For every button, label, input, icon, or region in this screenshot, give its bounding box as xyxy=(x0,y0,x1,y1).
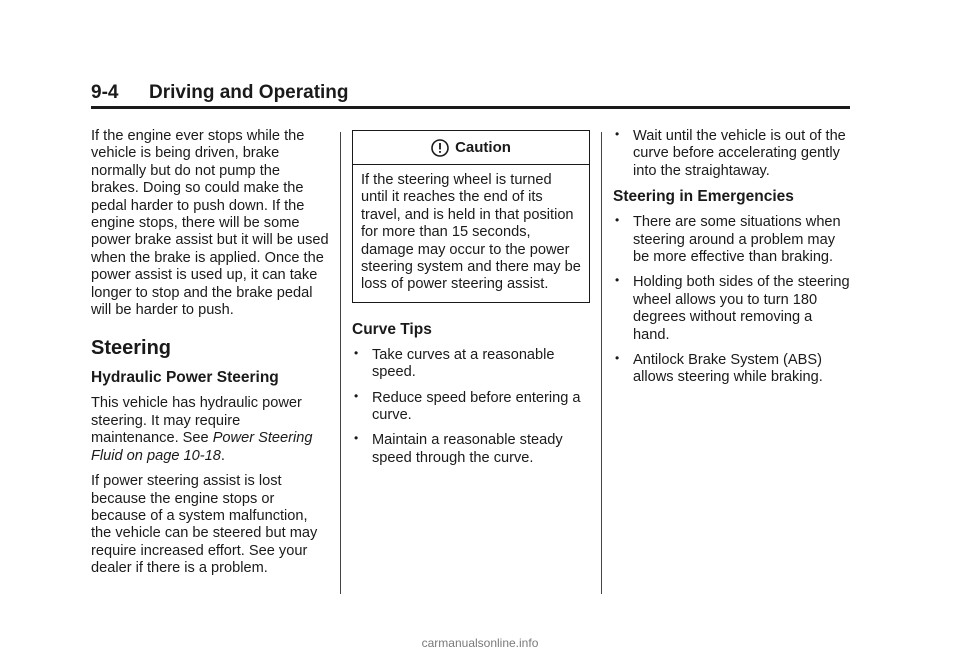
list-item: • Reduce speed before entering a curve. xyxy=(354,388,581,424)
list-item: • Holding both sides of the steering wheel allows you to turn 180 degrees without removing a hand. xyxy=(615,273,850,343)
curve-tips-list xyxy=(352,347,590,467)
bullet-icon: • xyxy=(354,431,359,446)
emergencies-list xyxy=(613,214,851,387)
hydraulic-subheading: Hydraulic Power Steering xyxy=(91,369,279,387)
caution-text: If the steering wheel is turned until it reaches the end of its travel, and is held in that position for more than 15 seconds, damage may occur to the power steering system and there may be loss of power steering assist. xyxy=(361,172,581,293)
bullet-icon: • xyxy=(615,127,620,141)
bullet-icon: • xyxy=(615,213,620,228)
caution-title: Caution xyxy=(455,138,511,156)
section-title: Driving and Operating xyxy=(149,82,349,103)
list-item: • Take curves at a reasonable speed. xyxy=(354,345,555,381)
steering-heading: Steering xyxy=(91,337,172,360)
bullet-icon: • xyxy=(354,345,359,360)
column-1 xyxy=(91,128,329,586)
page-header xyxy=(91,80,850,109)
column-divider xyxy=(340,132,341,594)
bullet-icon: • xyxy=(354,388,359,403)
warning-icon xyxy=(431,139,449,157)
column-3 xyxy=(613,128,851,395)
cross-reference-link[interactable]: Power Steering Fluid on page 10-18 xyxy=(91,430,313,464)
caution-header xyxy=(353,131,589,165)
column-divider xyxy=(601,132,602,594)
list-item: • There are some situations when steering around a problem may be more effective than braking. xyxy=(615,213,841,266)
caution-box xyxy=(352,130,590,303)
page-number: 9-4 xyxy=(91,82,119,103)
column-2 xyxy=(352,128,590,475)
watermark: carmanualsonline.info xyxy=(421,636,539,650)
hydraulic-paragraph: This vehicle has hydraulic power steering. It may require maintenance. See Power Steering Fluid on page 10-18. xyxy=(91,395,313,464)
power-assist-paragraph: If power steering assist is lost because the engine stops or because of a system malfunction, the vehicle can be steered but may require increased effort. See your dealer if there is a problem. xyxy=(91,473,318,577)
emergencies-heading: Steering in Emergencies xyxy=(613,188,794,206)
curve-continued-list xyxy=(613,128,851,180)
bullet-icon: • xyxy=(615,351,620,366)
intro-paragraph: If the engine ever stops while the vehicle is being driven, brake normally but do not pump the brakes. Doing so could make the pedal harder to push down. If the engine stops, there will be some power brake assist but it will be used when the brake is applied. Once the power assist is used up, it can take longer to stop and the brake pedal will be harder to push. xyxy=(91,128,329,319)
bullet-icon: • xyxy=(615,273,620,288)
list-item: • Wait until the vehicle is out of the curve before accelerating gently into the straightaway. xyxy=(615,127,846,179)
list-item: • Antilock Brake System (ABS) allows steering while braking. xyxy=(615,351,823,386)
curve-tips-heading: Curve Tips xyxy=(352,320,432,338)
list-item: • Maintain a reasonable steady speed through the curve. xyxy=(354,431,563,466)
